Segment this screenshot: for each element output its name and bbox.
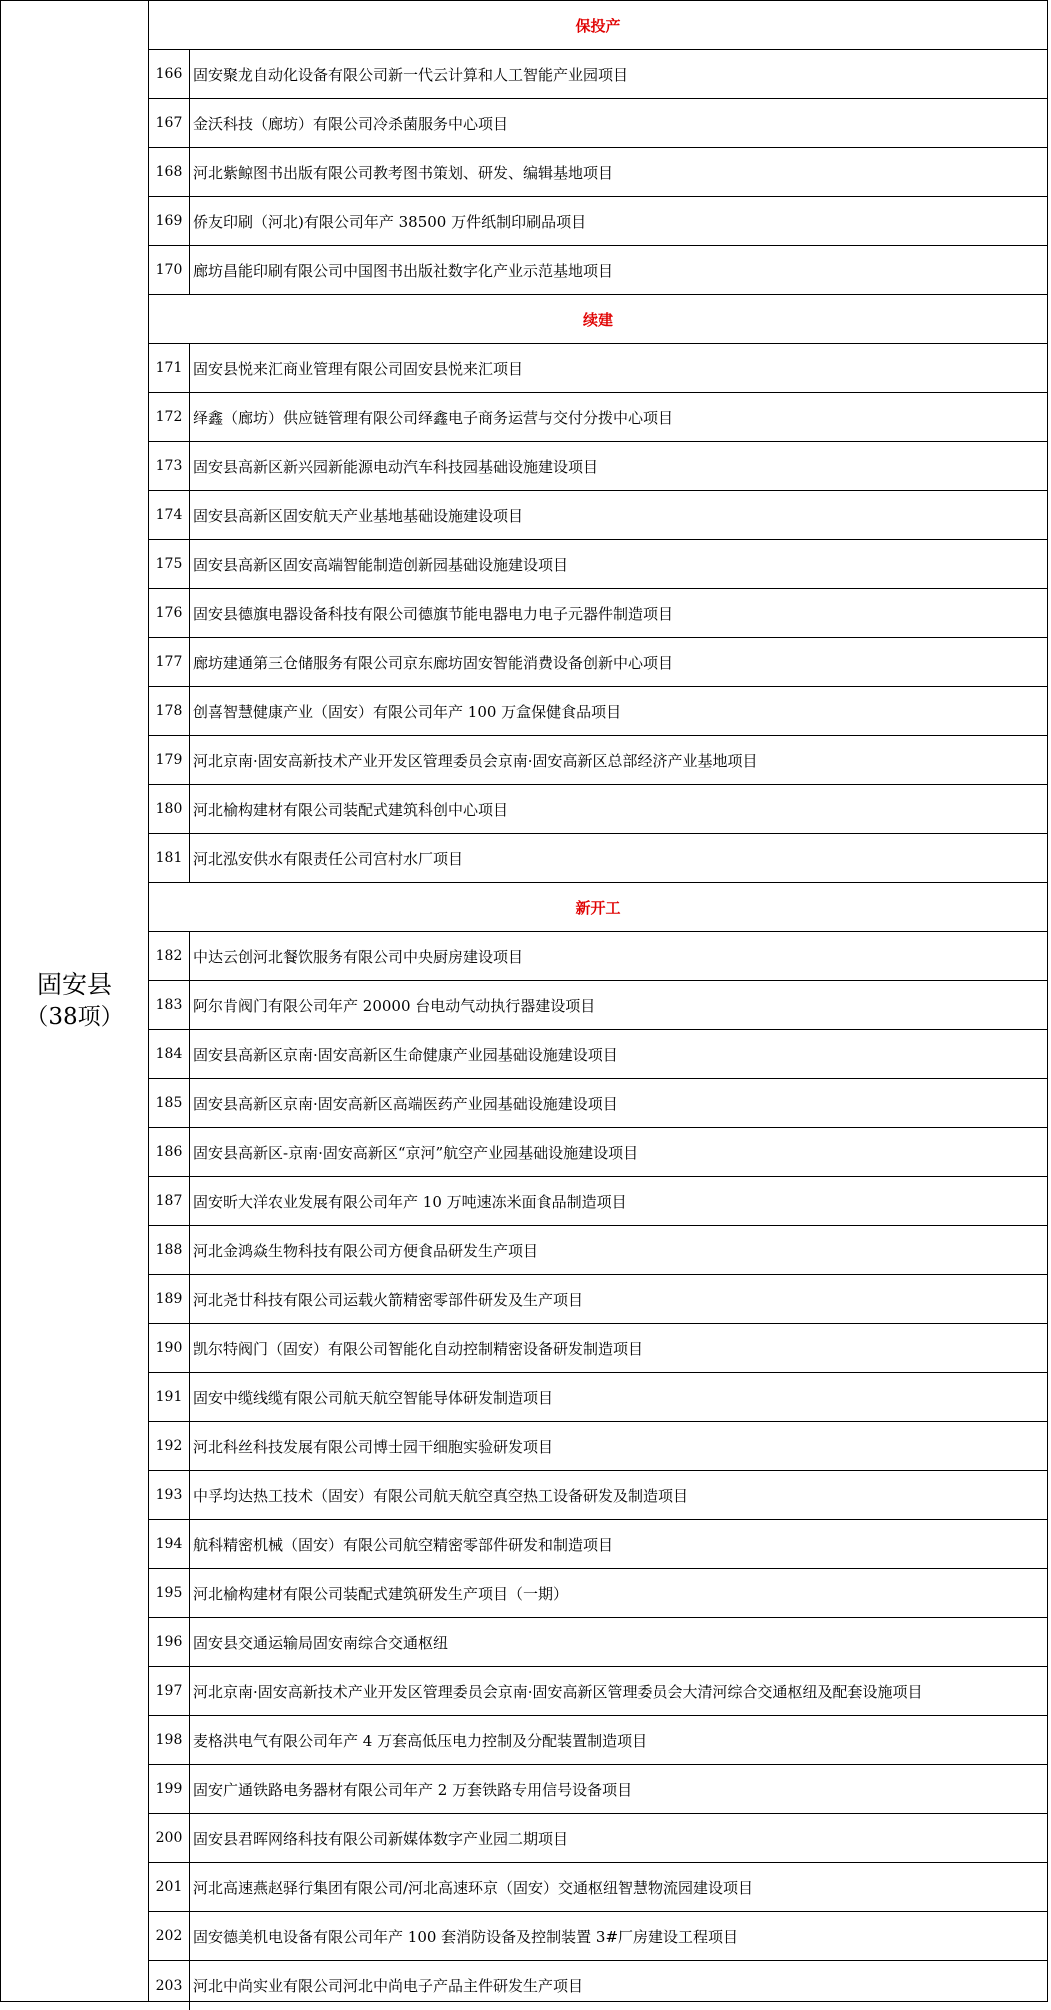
- table-row: [149, 638, 1047, 687]
- table-row: [149, 442, 1047, 491]
- project-name: 绎鑫（廊坊）供应链管理有限公司绎鑫电子商务运营与交付分拨中心项目: [193, 408, 674, 427]
- project-name: 河北榆构建材有限公司装配式建筑研发生产项目（一期）: [193, 1584, 569, 1603]
- project-number: 201: [149, 1863, 190, 1911]
- project-name: 中达云创河北餐饮服务有限公司中央厨房建设项目: [193, 947, 524, 966]
- table-row: [149, 1716, 1047, 1765]
- project-name: 固安县高新区京南·固安高新区高端医药产业园基础设施建设项目: [193, 1094, 618, 1113]
- project-number: 186: [149, 1128, 190, 1176]
- section-header: [149, 1, 1047, 50]
- table-row: [149, 1177, 1047, 1226]
- section-title: 保投产: [575, 16, 621, 35]
- section-title: 新开工: [575, 898, 621, 917]
- project-name: 固安县高新区新兴园新能源电动汽车科技园基础设施建设项目: [193, 457, 599, 476]
- table-row: [149, 736, 1047, 785]
- project-number: 175: [149, 540, 190, 588]
- table-row: [149, 1128, 1047, 1177]
- project-number: 166: [149, 50, 190, 98]
- project-number: 199: [149, 1765, 190, 1813]
- project-name: 固安中缆线缆有限公司航天航空智能导体研发制造项目: [193, 1388, 554, 1407]
- table-row: [149, 1765, 1047, 1814]
- project-name: 阿尔肯阀门有限公司年产 20000 台电动气动执行器建设项目: [193, 996, 596, 1015]
- project-name: 廊坊昌能印刷有限公司中国图书出版社数字化产业示范基地项目: [193, 261, 614, 280]
- project-number: 170: [149, 246, 190, 294]
- county-project-count: （38项）: [25, 1004, 124, 1030]
- project-name: 固安县德旗电器设备科技有限公司德旗节能电器电力电子元器件制造项目: [193, 604, 674, 623]
- project-number: 183: [149, 981, 190, 1029]
- table-row: [149, 785, 1047, 834]
- project-number: 178: [149, 687, 190, 735]
- project-name: 金沃科技（廊坊）有限公司冷杀菌服务中心项目: [193, 114, 509, 133]
- project-name: 河北科丝科技发展有限公司博士园干细胞实验研发项目: [193, 1437, 554, 1456]
- table-row: [149, 1471, 1047, 1520]
- table-row: [149, 1520, 1047, 1569]
- project-name: 固安县高新区固安高端智能制造创新园基础设施建设项目: [193, 555, 569, 574]
- project-number: 197: [149, 1667, 190, 1715]
- project-number: 176: [149, 589, 190, 637]
- project-number: 187: [149, 1177, 190, 1225]
- table-row: [149, 344, 1047, 393]
- table-row: [149, 540, 1047, 589]
- project-number: 185: [149, 1079, 190, 1127]
- project-name: 固安县悦来汇商业管理有限公司固安县悦来汇项目: [193, 359, 524, 378]
- table-row: [149, 393, 1047, 442]
- project-number: 184: [149, 1030, 190, 1078]
- project-name: 河北紫鲸图书出版有限公司教考图书策划、研发、编辑基地项目: [193, 163, 614, 182]
- project-number: 194: [149, 1520, 190, 1568]
- table-row: [149, 1814, 1047, 1863]
- county-name: 固安县: [36, 970, 112, 999]
- project-name: 固安广通铁路电务器材有限公司年产 2 万套铁路专用信号设备项目: [193, 1780, 633, 1799]
- table-row: [149, 491, 1047, 540]
- table-row: [149, 834, 1047, 883]
- project-number: 190: [149, 1324, 190, 1372]
- table-row: [149, 197, 1047, 246]
- table-row: [149, 932, 1047, 981]
- project-name: 凯尔特阀门（固安）有限公司智能化自动控制精密设备研发制造项目: [193, 1339, 644, 1358]
- table-row: [149, 99, 1047, 148]
- project-number: 174: [149, 491, 190, 539]
- project-number: 203: [149, 1961, 190, 2010]
- project-name: 固安县交通运输局固安南综合交通枢纽: [193, 1633, 449, 1652]
- project-name: 河北尧廿科技有限公司运载火箭精密零部件研发及生产项目: [193, 1290, 584, 1309]
- project-number: 202: [149, 1912, 190, 1960]
- table-row: [149, 1226, 1047, 1275]
- project-name: 固安县君晖网络科技有限公司新媒体数字产业园二期项目: [193, 1829, 569, 1848]
- table-row: [149, 1275, 1047, 1324]
- table-row: [149, 981, 1047, 1030]
- project-name: 固安县高新区固安航天产业基地基础设施建设项目: [193, 506, 524, 525]
- table-row: [149, 1079, 1047, 1128]
- table-row: [149, 50, 1047, 99]
- project-number: 168: [149, 148, 190, 196]
- project-number: 189: [149, 1275, 190, 1323]
- table-row: [149, 1569, 1047, 1618]
- project-rows: [149, 1, 1047, 2001]
- project-name: 固安德美机电设备有限公司年产 100 套消防设备及控制装置 3#厂房建设工程项目: [193, 1927, 739, 1946]
- project-number: 169: [149, 197, 190, 245]
- project-name: 河北泓安供水有限责任公司宫村水厂项目: [193, 849, 464, 868]
- project-number: 200: [149, 1814, 190, 1862]
- county-cell: [1, 1, 149, 2001]
- project-number: 172: [149, 393, 190, 441]
- table-row: [149, 589, 1047, 638]
- project-number: 173: [149, 442, 190, 490]
- table-row: [149, 1618, 1047, 1667]
- project-name: 固安县高新区-京南·固安高新区“京河”航空产业园基础设施建设项目: [193, 1143, 639, 1162]
- project-name: 河北金鸿焱生物科技有限公司方便食品研发生产项目: [193, 1241, 539, 1260]
- project-name: 河北京南·固安高新技术产业开发区管理委员会京南·固安高新区管理委员会大清河综合交通枢纽及配套设施项目: [193, 1682, 923, 1701]
- table-row: [149, 1912, 1047, 1961]
- project-name: 侨友印刷（河北)有限公司年产 38500 万件纸制印刷品项目: [193, 212, 587, 231]
- project-number: 198: [149, 1716, 190, 1764]
- project-name: 河北京南·固安高新技术产业开发区管理委员会京南·固安高新区总部经济产业基地项目: [193, 751, 758, 770]
- table-row: [149, 1422, 1047, 1471]
- table-row: [149, 687, 1047, 736]
- project-number: 177: [149, 638, 190, 686]
- project-number: 196: [149, 1618, 190, 1666]
- table-row: [149, 148, 1047, 197]
- project-number: 192: [149, 1422, 190, 1470]
- project-name: 航科精密机械（固安）有限公司航空精密零部件研发和制造项目: [193, 1535, 614, 1554]
- project-name: 河北中尚实业有限公司河北中尚电子产品主件研发生产项目: [193, 1977, 584, 1995]
- project-name: 中孚均达热工技术（固安）有限公司航天航空真空热工设备研发及制造项目: [193, 1486, 689, 1505]
- project-number: 171: [149, 344, 190, 392]
- project-name: 固安昕大洋农业发展有限公司年产 10 万吨速冻米面食品制造项目: [193, 1192, 627, 1211]
- section-title: 续建: [582, 310, 613, 329]
- project-number: 167: [149, 99, 190, 147]
- table-row: [149, 1324, 1047, 1373]
- project-number: 181: [149, 834, 190, 882]
- project-name: 河北高速燕赵驿行集团有限公司/河北高速环京（固安）交通枢纽智慧物流园建设项目: [193, 1878, 754, 1897]
- project-number: 180: [149, 785, 190, 833]
- table-row: [149, 1961, 1047, 2010]
- project-name: 河北榆构建材有限公司装配式建筑科创中心项目: [193, 800, 509, 819]
- table-row: [149, 1667, 1047, 1716]
- project-name: 创喜智慧健康产业（固安）有限公司年产 100 万盒保健食品项目: [193, 702, 622, 721]
- project-number: 188: [149, 1226, 190, 1274]
- project-number: 179: [149, 736, 190, 784]
- table-row: [149, 1863, 1047, 1912]
- section-header: [149, 295, 1047, 344]
- project-number: 195: [149, 1569, 190, 1617]
- table-row: [149, 1030, 1047, 1079]
- table-row: [149, 246, 1047, 295]
- project-name: 固安县高新区京南·固安高新区生命健康产业园基础设施建设项目: [193, 1045, 618, 1064]
- project-name: 固安聚龙自动化设备有限公司新一代云计算和人工智能产业园项目: [193, 65, 629, 84]
- table-row: [149, 1373, 1047, 1422]
- project-name: 麦格洪电气有限公司年产 4 万套高低压电力控制及分配装置制造项目: [193, 1731, 648, 1750]
- project-number: 182: [149, 932, 190, 980]
- project-name: 廊坊建通第三仓储服务有限公司京东廊坊固安智能消费设备创新中心项目: [193, 653, 674, 672]
- section-header: [149, 883, 1047, 932]
- project-number: 193: [149, 1471, 190, 1519]
- project-number: 191: [149, 1373, 190, 1421]
